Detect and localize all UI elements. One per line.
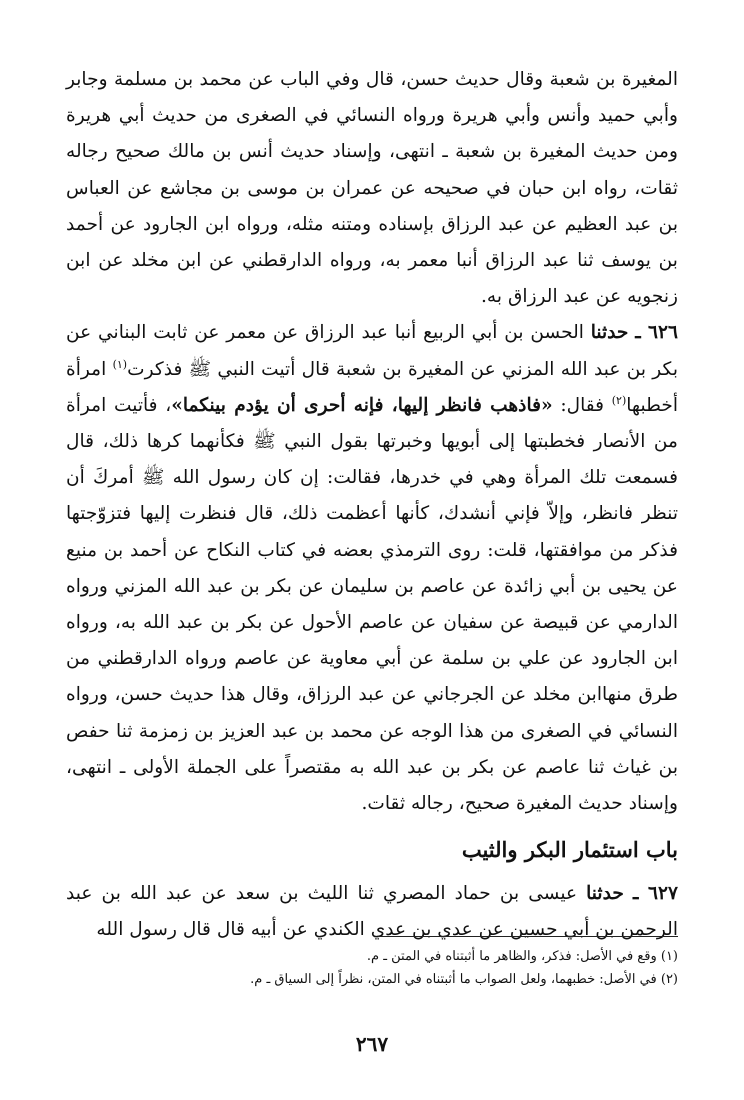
haddathana-label: حدثنا: [586, 883, 624, 905]
haddathana-label: حدثنا: [590, 322, 629, 344]
main-text: [66, 62, 678, 949]
hadith-number: ٦٢٦ ـ: [635, 322, 678, 344]
footnotes: [66, 936, 678, 991]
page-number: ٢٦٧: [355, 1032, 389, 1056]
footnote-divider: [378, 936, 678, 937]
chapter-heading: باب استئمار البكر والثيب: [461, 837, 678, 863]
footnote-ref-2: (٢): [611, 393, 627, 407]
prophetic-quote: «فاذهب فانظر إليها، فإنه أحرى أن يؤدم بينكما»: [171, 394, 553, 416]
hadith-text: الحسن بن أبي الربيع أنبا عبد الرزاق عن معمر عن ثابت البناني عن بكر بن عبد الله المزني عن المغيرة بن شعبة قال أتيت النبي ﷺ فذكرت: [66, 322, 678, 380]
hadith-text: ، فأتيت امرأة من الأنصار فخطبتها إلى أبويها وخبرتها بقول النبي ﷺ فكأنهما كرها ذلك، قال فسمعت تلك المرأة وهي في خدرها، فقالت: إن كان رسول الله ﷺ أمركَ أن تنظر فانظر، وإلاّ فإني أنشدك، كأنها أعظمت ذلك، قال فنظرت إليها فتزوّجتها فذكر من موافقتها، قلت: روى الترمذي بعضه في كتاب النكاح عن أحمد بن منيع عن يحيى بن أبي زائدة عن عاصم بن سليمان عن بكر بن عبد الله المزني ورواه الدارمي عن قبيصة عن سفيان عن عاصم الأحول عن بكر بن عبد الله به، ورواه ابن الجارود عن علي بن سلمة عن أبي معاوية عن عاصم ورواه الدارقطني من طرق منهاابن مخلد عن الجرجاني عن عبد الرزاق، وقال هذا حديث حسن، ورواه النسائي في الصغرى من هذا الوجه عن محمد بن عبد العزيز بن زمزمة ثنا حفص بن غياث ثنا عاصم عن بكر بن عبد الله به مقتصراً على الجملة الأولى ـ انتهى، وإسناد حديث المغيرة صحيح، رجاله ثقات.: [66, 394, 678, 815]
hadith-626: [66, 315, 678, 822]
hadith-text: فقال:: [560, 394, 605, 416]
hadith-number: ٦٢٧ ـ: [632, 883, 678, 905]
paragraph-continuation: المغيرة بن شعبة وقال حديث حسن، قال وفي الباب عن محمد بن مسلمة وجابر وأبي حميد وأنس وأبي هريرة ورواه النسائي في الصغرى من حديث أبي هريرة ومن حديث المغيرة بن شعبة ـ انتهى، وإسناد حديث أنس بن مالك صحيح رجاله ثقات، رواه ابن حبان في صحيحه عن عمران بن موسى بن مجاشع عن العباس بن عبد العظيم عن عبد الرزاق بإسناده ومتنه مثله، ورواه ابن الجارود عن أحمد بن يوسف ثنا عبد الرزاق أنبا معمر به، ورواه الدارقطني عن ابن مخلد عن ابن زنجويه عن عبد الرزاق به.: [66, 69, 678, 308]
hadith-text: امرأة أخطبها: [66, 358, 679, 416]
footnote-ref-1: (١): [112, 357, 128, 371]
footnote-1: (١) وقع في الأصل: فذكر، والظاهر ما أثبتناه في المتن ـ م.: [366, 949, 678, 964]
footnote-2: (٢) في الأصل: خطبهما، ولعل الصواب ما أثبتناه في المتن، نظراً إلى السياق ـ م.: [250, 972, 678, 987]
hadith-text: عيسى بن حماد المصري ثنا الليث بن سعد عن عبد الله بن عبد الرحمن بن أبي حسين عن عدي بن عدي الكندي عن أبيه قال قال رسول الله: [66, 883, 678, 941]
